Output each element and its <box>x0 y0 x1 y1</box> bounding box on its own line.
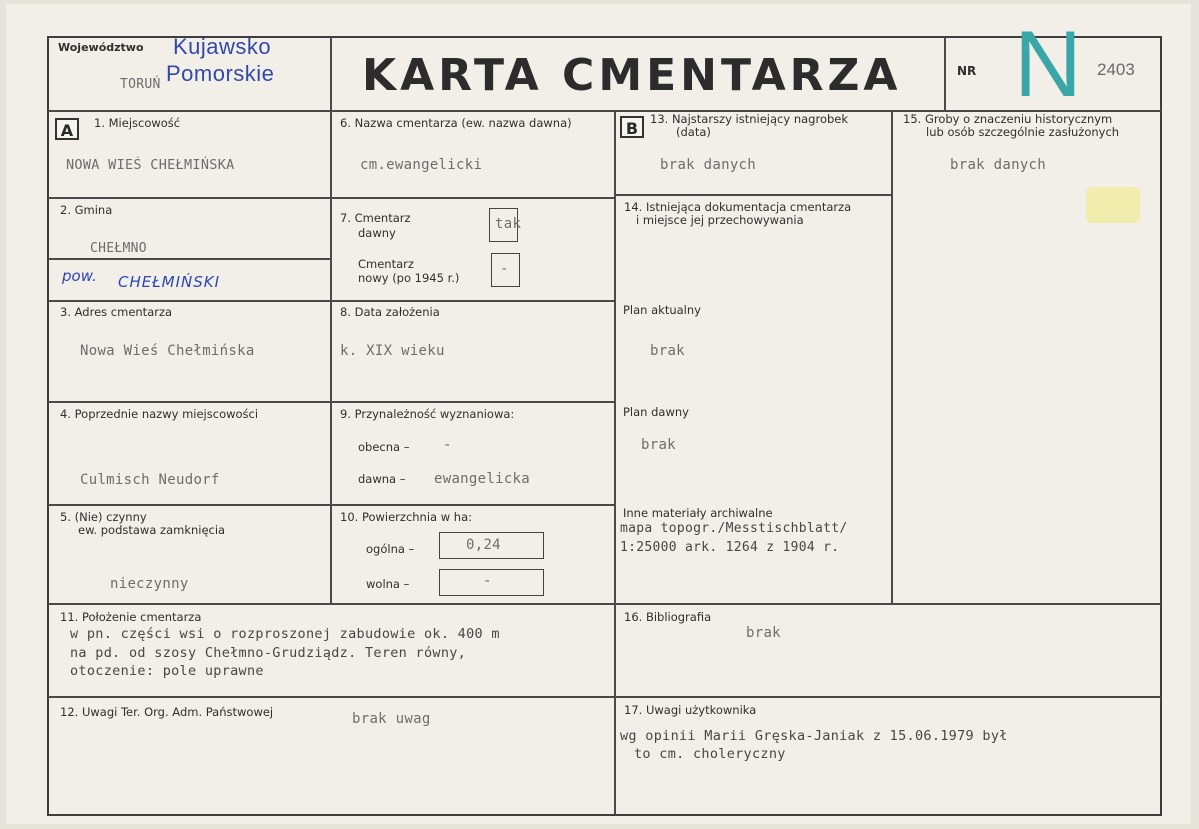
field-7-label-2: dawny <box>358 226 396 240</box>
plan-dawny-value: brak <box>641 437 676 453</box>
inne-materialy-line-2: 1:25000 ark. 1264 z 1904 r. <box>620 540 840 555</box>
field-12-label: 12. Uwagi Ter. Org. Adm. Państwowej <box>60 705 274 719</box>
field-7b-label-1: Cmentarz <box>358 257 414 271</box>
wojewodztwo-stamp-line-1: Kujawsko <box>173 34 272 59</box>
field-10-label: 10. Powierzchnia w ha: <box>340 510 473 524</box>
grid-line <box>614 110 616 814</box>
field-17-line-1: wg opinii Marii Gręska-Janiak z 15.06.1979 był <box>620 728 1008 744</box>
field-10-wolna-label: wolna – <box>366 577 410 591</box>
field-16-value: brak <box>746 625 781 641</box>
grid-line <box>48 300 615 302</box>
section-b-box: B <box>620 116 644 138</box>
field-8-label: 8. Data założenia <box>340 305 440 319</box>
field-3-value: Nowa Wieś Chełmińska <box>80 343 255 359</box>
field-9-dawna-label: dawna – <box>358 472 406 486</box>
inne-materialy-label: Inne materiały archiwalne <box>623 506 773 520</box>
field-17-line-2: to cm. choleryczny <box>634 746 786 762</box>
field-13-value: brak danych <box>660 157 757 173</box>
wojewodztwo-label: Województwo <box>58 41 144 54</box>
field-5-label-2: ew. podstawa zamknięcia <box>78 523 226 537</box>
grid-line <box>48 258 330 260</box>
field-2-value: CHEŁMNO <box>90 241 147 256</box>
field-7-label-1: 7. Cmentarz <box>340 211 411 225</box>
field-2-handwritten-value: CHEŁMIŃSKI <box>118 273 221 291</box>
cemetery-card-frame <box>47 36 1162 816</box>
field-9-dawna-value: ewangelicka <box>434 471 531 487</box>
field-2-handwritten-prefix: pow. <box>62 267 97 285</box>
field-15-value: brak danych <box>950 157 1047 173</box>
field-10-ogolna-value: 0,24 <box>466 537 501 553</box>
grid-line <box>615 194 892 196</box>
grid-line <box>48 696 1161 698</box>
field-6-value: cm.ewangelicki <box>360 157 483 173</box>
grid-line <box>891 110 893 603</box>
field-14-label-1: 14. Istniejąca dokumentacja cmentarza <box>624 200 852 214</box>
inne-materialy-line-1: mapa topogr./Messtischblatt/ <box>620 521 848 536</box>
nr-label: NR <box>957 64 977 78</box>
field-2-label: 2. Gmina <box>60 203 113 217</box>
grid-line <box>48 603 1161 605</box>
plan-dawny-label: Plan dawny <box>623 405 689 419</box>
field-14-label-2: i miejsce jej przechowywania <box>636 213 804 227</box>
grid-line <box>330 37 332 603</box>
plan-aktualny-value: brak <box>650 343 685 359</box>
field-10-wolna-value: - <box>483 573 492 589</box>
field-3-label: 3. Adres cmentarza <box>60 305 173 319</box>
field-11-line-1: w pn. części wsi o rozproszonej zabudowie ok. 400 m <box>70 626 500 642</box>
field-9-obecna-label: obecna – <box>358 440 410 454</box>
field-11-line-3: otoczenie: pole uprawne <box>70 663 264 679</box>
grid-line <box>48 401 615 403</box>
field-1-label: 1. Miejscowość <box>94 116 181 130</box>
field-5-value: nieczynny <box>110 576 189 592</box>
field-9-label: 9. Przynależność wyznaniowa: <box>340 407 515 421</box>
wojewodztwo-typed: TORUŃ <box>120 77 161 92</box>
field-15-label-1: 15. Groby o znaczeniu historycznym <box>903 112 1113 126</box>
field-12-value: brak uwag <box>352 711 431 727</box>
sticky-note <box>1086 187 1140 223</box>
field-5-label-1: 5. (Nie) czynny <box>60 510 147 524</box>
field-1-value: NOWA WIEŚ CHEŁMIŃSKA <box>66 157 235 173</box>
field-4-value: Culmisch Neudorf <box>80 472 220 488</box>
field-13-label-1: 13. Najstarszy istniejący nagrobek <box>650 112 849 126</box>
grid-line <box>48 504 615 506</box>
grid-line <box>944 37 946 110</box>
field-11-label: 11. Położenie cmentarza <box>60 610 202 624</box>
field-8-value: k. XIX wieku <box>340 343 445 359</box>
field-16-label: 16. Bibliografia <box>624 610 712 624</box>
field-7b-label-2: nowy (po 1945 r.) <box>358 271 460 285</box>
card-title: KARTA CMENTARZA <box>362 50 902 101</box>
field-13-label-2: (data) <box>676 125 711 139</box>
field-7b-value: - <box>500 261 509 277</box>
field-10-ogolna-label: ogólna – <box>366 542 415 556</box>
nr-letter: N <box>1014 11 1082 116</box>
grid-line <box>48 197 615 199</box>
field-4-label: 4. Poprzednie nazwy miejscowości <box>60 407 259 421</box>
wojewodztwo-stamp-line-2: Pomorskie <box>166 61 275 86</box>
field-9-obecna-value: - <box>443 437 452 453</box>
plan-aktualny-label: Plan aktualny <box>623 303 701 317</box>
nr-number: 2403 <box>1097 60 1135 79</box>
field-7-value: tak <box>495 216 522 232</box>
section-a-box: A <box>55 118 79 140</box>
field-6-label: 6. Nazwa cmentarza (ew. nazwa dawna) <box>340 116 572 130</box>
field-11-line-2: na pd. od szosy Chełmno-Grudziądz. Teren równy, <box>70 645 467 661</box>
field-15-label-2: lub osób szczególnie zasłużonych <box>926 125 1120 139</box>
field-17-label: 17. Uwagi użytkownika <box>624 703 757 717</box>
